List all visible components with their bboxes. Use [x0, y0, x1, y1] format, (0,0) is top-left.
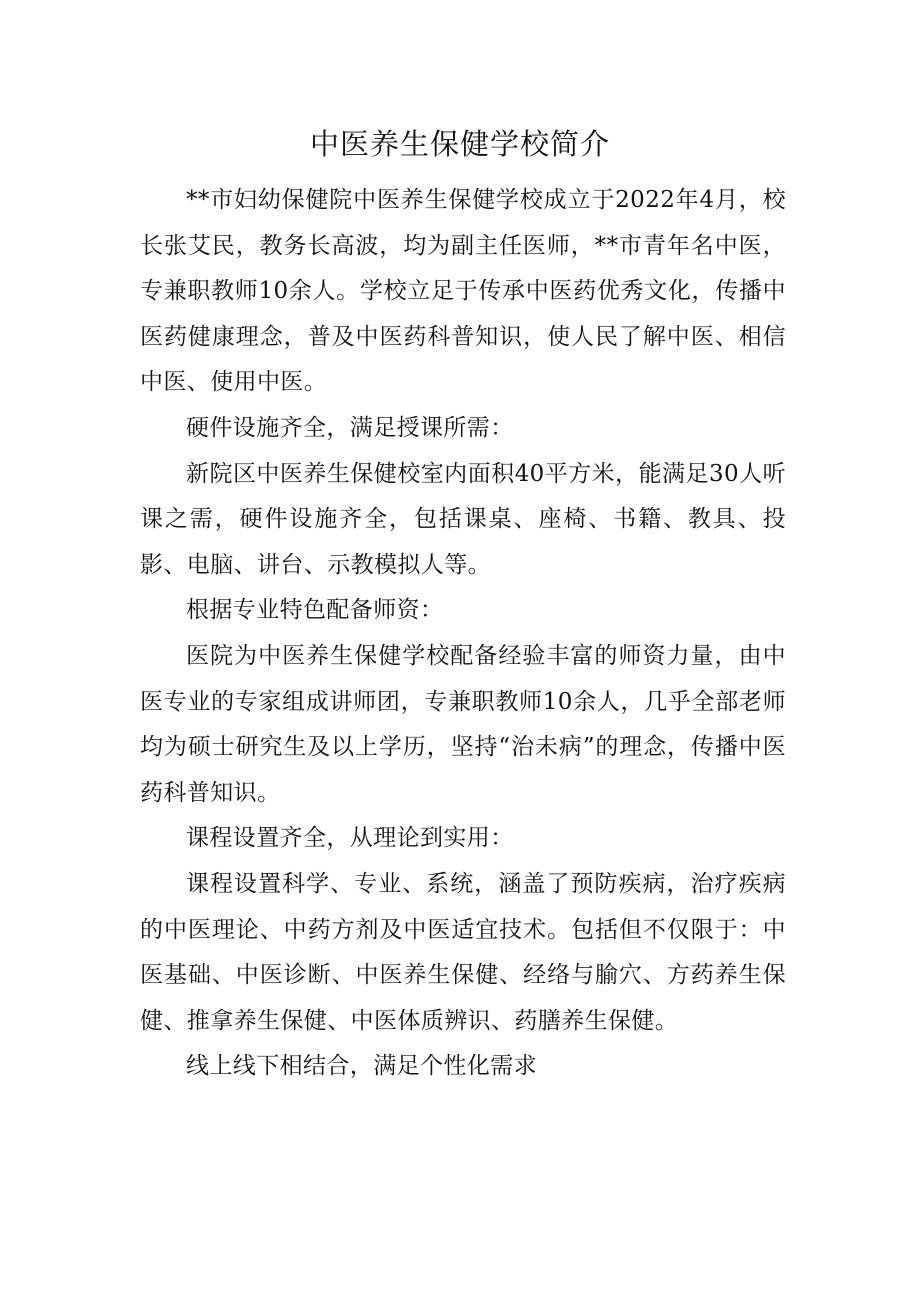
- courses-paragraph: 课程设置科学、专业、系统，涵盖了预防疾病，治疗疾病的中医理论、中药方剂及中医适宜技术。包括但不仅限于：中医基础、中医诊断、中医养生保健、经络与腧穴、方药养生保健、推拿养生保健、中医体质辨识、药膳养生保健。: [140, 870, 786, 1034]
- document-title: 中医养生保健学校简介: [309, 127, 610, 161]
- section-heading-online-offline: 线上线下相结合，满足个性化需求: [186, 1053, 537, 1080]
- section-heading-facilities: 硬件设施齐全，满足授课所需：: [186, 414, 514, 441]
- facilities-paragraph: 新院区中医养生保健校室内面积40平方米，能满足30人听课之需，硬件设施齐全，包括课桌、座椅、书籍、教具、投影、电脑、讲台、示教模拟人等。: [140, 460, 786, 578]
- section-heading-teachers: 根据专业特色配备师资：: [186, 597, 444, 624]
- section-heading-courses: 课程设置齐全，从理论到实用：: [186, 825, 514, 852]
- teachers-paragraph: 医院为中医养生保健学校配备经验丰富的师资力量，由中医专业的专家组成讲师团，专兼职教师10余人，几乎全部老师均为硕士研究生及以上学历，坚持“治未病”的理念，传播中医药科普知识。: [140, 642, 786, 806]
- document-body: [140, 178, 786, 1090]
- intro-paragraph: **市妇幼保健院中医养生保健学校成立于2022年4月，校长张艾民，教务长高波，均为副主任医师，**市青年名中医，专兼职教师10余人。学校立足于传承中医药优秀文化，传播中医药健康理念，普及中医药科普知识，使人民了解中医、相信中医、使用中医。: [140, 187, 786, 396]
